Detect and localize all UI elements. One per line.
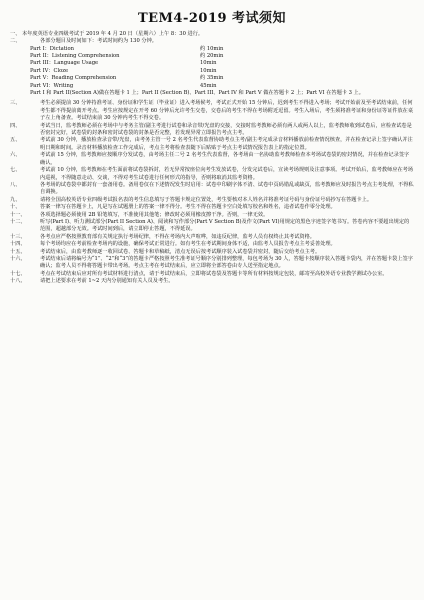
part-row xyxy=(30,68,424,75)
part-time: 10min xyxy=(200,67,217,74)
section-text: 请将全国高校英语专业四级考试报名表的考生信息填写于答题卡规定位置处，考生要核对本人姓名并将准考证号码与身份证号码抄写在答题卡上。 xyxy=(40,196,373,203)
part-name: Part V：Reading Comprehension xyxy=(30,75,117,82)
part-row xyxy=(30,83,424,90)
section-text: 考点在考试结束后应对所有考试材料进行清点，请于考试结束后，立即将试卷袋及答题卡等所有材料按规定包装，邮寄至高校外语专业教学测试办公室。 xyxy=(40,270,388,277)
section-number: 十八、 xyxy=(10,278,26,285)
section-text: 考试结束后，由监考教师逐一收回试卷、答题卡和草稿纸，清点无误后按考试顺序装入试卷袋并密封，随后交给考点主考。 xyxy=(40,248,321,255)
section-text: 考试当日，监考教师必须在考场中与考务主管/副主考进行试卷和录音带/光盘的交接，交接时监考教师必须有两人或两人以上，监考教师收到试卷后，应检查试卷是否密封完好，试卷袋的封条和密封试卷袋的封条是否完整，若发现异常立即报告考点主考。 xyxy=(40,122,412,137)
part-time: 约 35min xyxy=(200,75,224,82)
section-item xyxy=(10,256,414,271)
part-name: Part I：Dictation xyxy=(30,45,74,52)
section-text: 各部分题目及时间如下：考试时间约为 130 分钟。 xyxy=(40,38,157,45)
section-number: 十六、 xyxy=(10,255,26,262)
part-name: Part III：Language Usage xyxy=(30,60,99,67)
part-time: 45min xyxy=(200,82,217,89)
section-number: 十二、 xyxy=(10,218,26,225)
section-number: 三、 xyxy=(10,100,21,107)
sections-list xyxy=(0,100,424,285)
section-text: 考试前 15 分钟，监考教师应按顺序分发试卷，由考场主任二号 2 名考生代表监督，各考场由一名协助监考教师检查本考场试卷袋的密封情况，并在检查记录签字确认。 xyxy=(40,152,410,166)
section-text: 请把上述要求在考前 1~2 天内分别通知有关人员及考生。 xyxy=(40,278,174,285)
parts-list xyxy=(0,46,424,90)
section-text: 答案一律写在答题卡上，凡是写在试题册上的答案一律不得分。考生不得在答题卡空白处填写校名和姓名，违者试卷作零分处理。 xyxy=(40,204,336,211)
part-row xyxy=(30,46,424,53)
part-time: 约 20min xyxy=(200,53,224,60)
section-number: 二、 xyxy=(10,38,21,45)
section-text: 各项选择题必须使用 2B 铅笔填写，不准使用其他笔；修改时必须用橡皮擦干净。否则，一律无效。 xyxy=(40,211,269,218)
section-text: 各考场的试卷袋中都封有一套备用卷。备用卷仅在下述情况发生时启用：试卷中印刷字体不清、试卷中页码错乱或缺页，监考教师应及时报告考点主考处理，不得私自调换。 xyxy=(40,181,414,196)
section-number: 十七、 xyxy=(10,270,26,277)
section-item xyxy=(10,249,414,256)
section-number: 十三、 xyxy=(10,233,26,240)
section-number: 八、 xyxy=(10,181,21,188)
section-text: 考生必须提前 30 分钟持准考证、身份证和学生证（毕业证）进入考场候考，考试正式开始 15 分钟后，迟到考生不得进入考场；考试开始前及至考试结束前，任何考生都不得提前离开考点。考生应按规定在开考 60 分钟后允许考生交卷，交卷后的考生不得在考场附近逗留。考生入场后，考生须将准考证和身份证等证件放在桌子左上角备查。考试结束前 30 分钟内考生不得交卷。 xyxy=(40,100,414,122)
section-2 xyxy=(10,38,414,45)
part-row xyxy=(30,75,424,82)
section-number: 十五、 xyxy=(10,248,26,255)
intro-text: 本年度英语专业四级考试于 2019 年 4 月 20 日（星期六）上午 8：30 进行。 xyxy=(22,31,204,37)
section-number: 九、 xyxy=(10,196,21,203)
part-name: Part VI：Writing xyxy=(30,82,74,89)
section-item xyxy=(10,167,414,182)
section-text: 考试前 10 分钟，监考教师在考生面前将试卷袋拆封，若无异常按座位向考生发放试卷，分发完试卷后，宣读考场规则及注意事项。考试开始后，监考教师应在考场内巡视，不得随意走动、交谈，不得对考生试卷进行任何形式的指导，否则将取消其监考资格。 xyxy=(40,167,414,181)
section-item xyxy=(10,137,414,152)
part-row xyxy=(30,60,424,67)
section-item xyxy=(10,278,414,285)
part-name: Part IV：Cloze xyxy=(30,67,69,74)
section-number: 七、 xyxy=(10,167,21,174)
section-item xyxy=(10,212,414,219)
section-item xyxy=(10,241,414,248)
section-item xyxy=(10,100,414,122)
section-text: 每个考场均应在考前检查考场内的设施，确保考试正常进行。如有考生在考试期间身体不适，由监考人员报告考点主考妥善处理。 xyxy=(40,241,336,248)
intro-number: 一、 xyxy=(10,31,21,37)
part-row xyxy=(30,53,424,60)
section-number: 十一、 xyxy=(10,211,26,218)
section-item xyxy=(10,123,414,138)
page-title: TEM4-2019 考试须知 xyxy=(137,11,287,26)
part-name: Part II：Listening Comprehension xyxy=(30,53,120,60)
section-item xyxy=(10,204,414,211)
section-number: 六、 xyxy=(10,152,21,159)
section-number: 五、 xyxy=(10,137,21,144)
section-text: 听写(Part I)、听力测试部分(Part II Section A)、阅读和写作部分(Part V Section B)及作文(Part VI)用规定的黑色字迹签字笔书写。答卷内容不要超出规定的范围，超越部分无效。考试时间到后，请立即停止答题，不得延误。 xyxy=(40,218,410,233)
section-text: 各考点应严格按照教育部有关规定执行考场纪律，不得在考场内大声喧哗，如违反纪律，监考人员有权终止其考试资格。 xyxy=(40,233,315,240)
section-item xyxy=(10,219,414,234)
section-number: 十四、 xyxy=(10,241,26,248)
section-item xyxy=(10,182,414,197)
section-text: 考试结束后请将编号为“1”、“2”和“3”的答题卡严格按照考生准考证号顺序分别排列整理，每包考场为 30 人，答题卡按顺序装入答题卡袋内，并在答题卡袋上签字确认；监考人员不得将答题卡带出考场。考点主考在考试结束后，应立即将全部答卷由专人送至指定地点。 xyxy=(40,255,413,270)
section-item xyxy=(10,152,414,167)
section-number: 十、 xyxy=(10,204,21,211)
parts-note: Part I 和 Part II(Section A)做在答题卡 1 上；Part II (Section B)、Part III、Part IV 和 Part V 做在答题卡 2 上；Part VI 在答题卡 3 上。 xyxy=(30,90,364,97)
section-text: 考试前 30 分钟，播放检查录音带/光盘，由考务主管一号 2 名考生代表监督协助考点主考/副主考完成录音材料播放前检查情况核查，并在检查记录上签字确认并注明日期和时间。录音材料播放检查工作完成后，考点主考将检查表随下后贴贴于考点主考试情况报告表上的指定位置。 xyxy=(40,137,413,151)
part-time: 10min xyxy=(200,60,217,67)
part-time: 约 10min xyxy=(200,45,224,52)
section-number: 四、 xyxy=(10,122,21,129)
